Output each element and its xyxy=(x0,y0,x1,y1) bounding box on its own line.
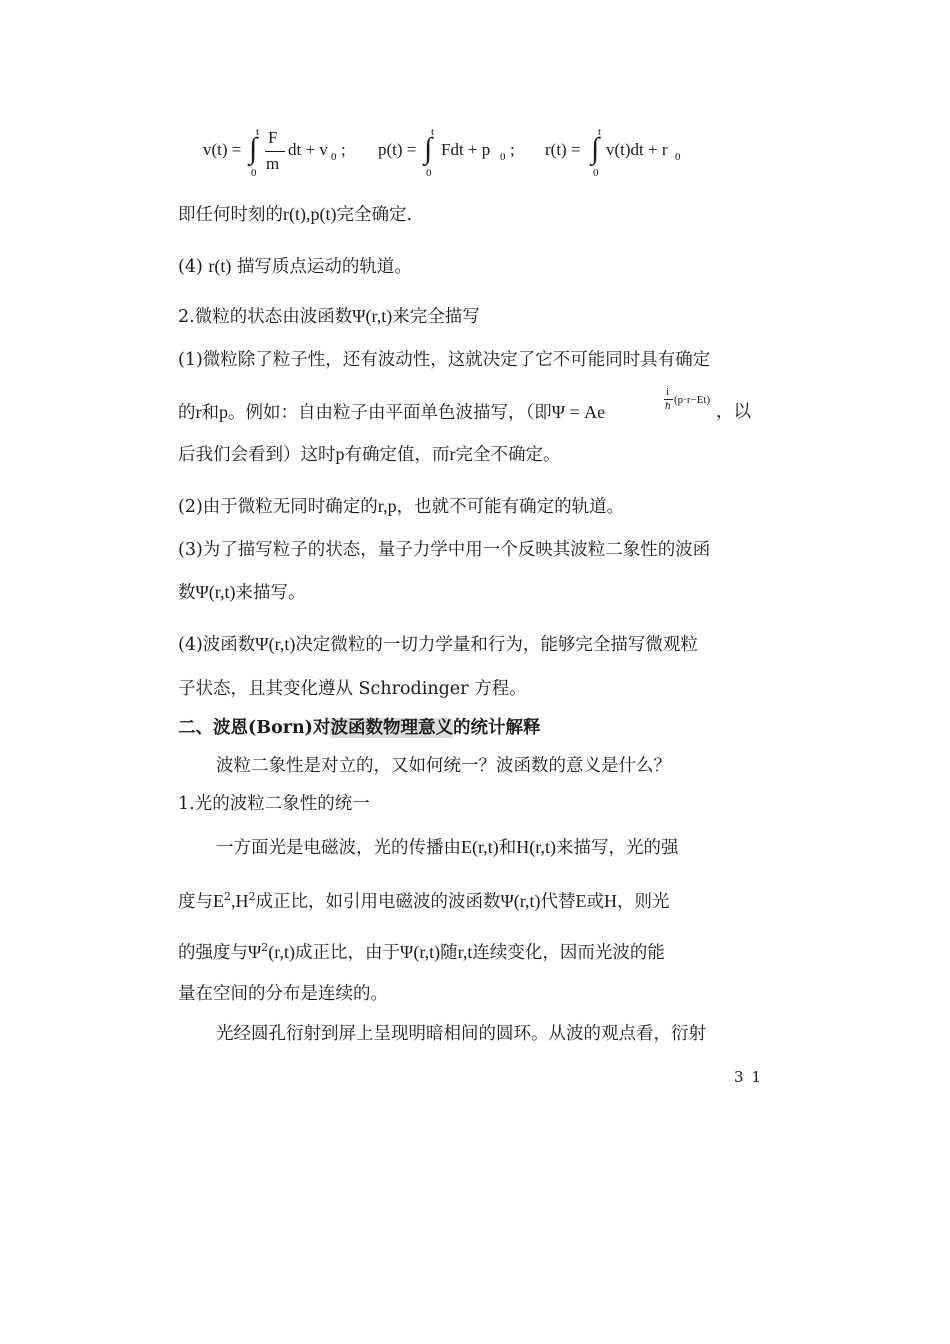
eq-v-sub: 0 xyxy=(331,151,337,163)
text-span: 有确定值，而 xyxy=(344,445,450,465)
text-line xyxy=(178,632,698,657)
math-span: (r,t) xyxy=(268,942,296,962)
eq-p-lower: 0 xyxy=(426,167,432,179)
math-span: H(r,t) xyxy=(516,837,557,857)
text-line: 量在空间的分布是连续的。 xyxy=(178,984,388,1004)
eq-v-rest: dt + v xyxy=(288,140,328,159)
math-span: r,t xyxy=(457,942,473,962)
eq-p-rest: Fdt + p xyxy=(441,140,491,159)
text-line: (1)微粒除了粒子性，还有波动性，这就决定了它不可能同时具有确定 xyxy=(178,350,711,370)
math-span: r(t),p(t) xyxy=(283,204,337,224)
text-span: 数 xyxy=(178,583,196,603)
integral-sign: ∫ xyxy=(424,132,433,165)
text-span: 随 xyxy=(440,943,458,963)
text-line xyxy=(178,202,412,227)
text-span: 度与 xyxy=(178,892,213,912)
integral-sign: ∫ xyxy=(249,132,258,165)
eq-p-sub: 0 xyxy=(500,151,506,163)
math-span: p xyxy=(219,402,228,422)
text-line: (3)为了描写粒子的状态，量子力学中用一个反映其波粒二象性的波函 xyxy=(178,540,711,560)
math-span: Ψ = Ae xyxy=(551,402,606,422)
eq-sep2: ; xyxy=(510,140,515,159)
text-line xyxy=(178,885,670,914)
eq-sep1: ; xyxy=(341,140,346,159)
text-span: 即任何时刻的 xyxy=(178,205,283,225)
fraction-bar xyxy=(265,151,285,152)
math-span: H xyxy=(604,891,618,911)
eq-r-rest: v(t)dt + r xyxy=(606,140,668,159)
text-span: 一方面光是电磁波，光的传播由 xyxy=(216,838,461,858)
math-span: r xyxy=(449,444,456,464)
text-span: 的 xyxy=(178,403,196,423)
highlighted-text: 波函数物理意义 xyxy=(330,718,453,738)
math-span: r,p xyxy=(377,496,397,516)
eq-v-den: m xyxy=(266,154,280,173)
math-span: Ψ xyxy=(248,942,262,962)
math-span: r(t) xyxy=(208,256,232,276)
text-span: (4) xyxy=(178,257,203,277)
math-span: E xyxy=(213,891,224,911)
eq-r-upper: t xyxy=(598,126,602,138)
text-line: 光经圆孔衍射到屏上呈现明暗相间的圆环。从波的观点看，衍射 xyxy=(216,1024,706,1044)
math-span: Ψ(r,t) xyxy=(400,942,441,962)
text-span: 来描写，光的强 xyxy=(556,838,679,858)
math-span: p xyxy=(335,444,345,464)
exponent-expr: (p·r−Et) xyxy=(674,394,711,406)
eq-r-lower: 0 xyxy=(593,167,599,179)
text-span: 和 xyxy=(498,838,517,858)
text-line xyxy=(178,936,665,965)
text-span: 完全不确定。 xyxy=(455,445,561,465)
text-span: 2.微粒的状态由波函数 xyxy=(178,307,353,327)
integral-sign: ∫ xyxy=(591,132,600,165)
text-line xyxy=(178,400,605,425)
section-heading xyxy=(178,716,540,740)
superscript: 2 xyxy=(224,890,231,903)
text-span: 的强度与 xyxy=(178,943,248,963)
text-span: ，以 xyxy=(716,402,751,422)
section-heading xyxy=(178,304,480,329)
text-span: 或 xyxy=(586,892,605,912)
eq-v-lhs: v(t) = xyxy=(203,140,242,159)
math-span: Ψ(r,t) xyxy=(195,582,236,602)
page-number: 31 xyxy=(734,1068,770,1086)
text-span: 和 xyxy=(201,403,219,423)
math-span: Ψ(r,t) xyxy=(500,891,541,911)
text-span: 完全确定. xyxy=(336,205,413,225)
text-line xyxy=(178,254,412,279)
eq-p-lhs: p(t) = xyxy=(378,140,417,159)
exponent-num: i xyxy=(666,386,670,398)
math-span: E(r,t) xyxy=(461,837,499,857)
subsection-heading: 1.光的波粒二象性的统一 xyxy=(178,794,370,814)
eq-r-sub: 0 xyxy=(675,151,681,163)
eq-v-lower: 0 xyxy=(251,167,257,179)
text-span: 代替 xyxy=(540,892,576,912)
text-span: 来描写。 xyxy=(235,583,306,603)
text-span: (4)波函数 xyxy=(178,635,256,655)
math-span: Ψ(r,t) xyxy=(352,306,393,326)
eq-r-lhs: r(t) = xyxy=(545,140,581,159)
eq-v-upper: t xyxy=(256,126,260,138)
text-span: 后我们会看到）这时 xyxy=(178,445,336,465)
eq-p-upper: t xyxy=(431,126,435,138)
text-span: 的统计解释 xyxy=(452,718,541,738)
text-line: 波粒二象性是对立的，又如何统一？波函数的意义是什么？ xyxy=(216,756,671,776)
superscript: 2 xyxy=(261,941,269,954)
superscript: 2 xyxy=(248,890,256,903)
exponent-den: ħ xyxy=(665,400,671,412)
text-line xyxy=(216,835,679,860)
text-line xyxy=(178,494,624,519)
text-span: 成正比，由于 xyxy=(295,943,401,963)
math-span: r xyxy=(195,402,202,422)
text-line xyxy=(178,442,561,467)
eq-v-num: F xyxy=(268,128,278,147)
text-span: 成正比，如引用电磁波的波函数 xyxy=(255,892,501,912)
text-span: 描写质点运动的轨道。 xyxy=(236,257,412,277)
math-span: E xyxy=(575,891,587,911)
text-line xyxy=(178,580,306,605)
text-span: 来完全描写 xyxy=(392,307,480,327)
text-span: 决定微粒的一切力学量和行为，能够完全描写微观粒 xyxy=(295,635,698,655)
text-span: ，也就不可能有确定的轨道。 xyxy=(396,497,625,517)
math-span: Ψ(r,t) xyxy=(255,634,296,654)
text-span: ，则光 xyxy=(617,892,670,912)
math-span: ,H xyxy=(231,891,249,911)
text-span: 连续变化，因而光波的能 xyxy=(472,943,665,963)
text-span: (2)由于微粒无同时确定的 xyxy=(178,497,378,517)
text-span: 二、波恩(Born)对 xyxy=(178,718,331,738)
text-line: 子状态，且其变化遵从 Schrodinger 方程。 xyxy=(178,679,527,699)
text-span: 。例如：自由粒子由平面单色波描写，（即 xyxy=(228,403,552,423)
